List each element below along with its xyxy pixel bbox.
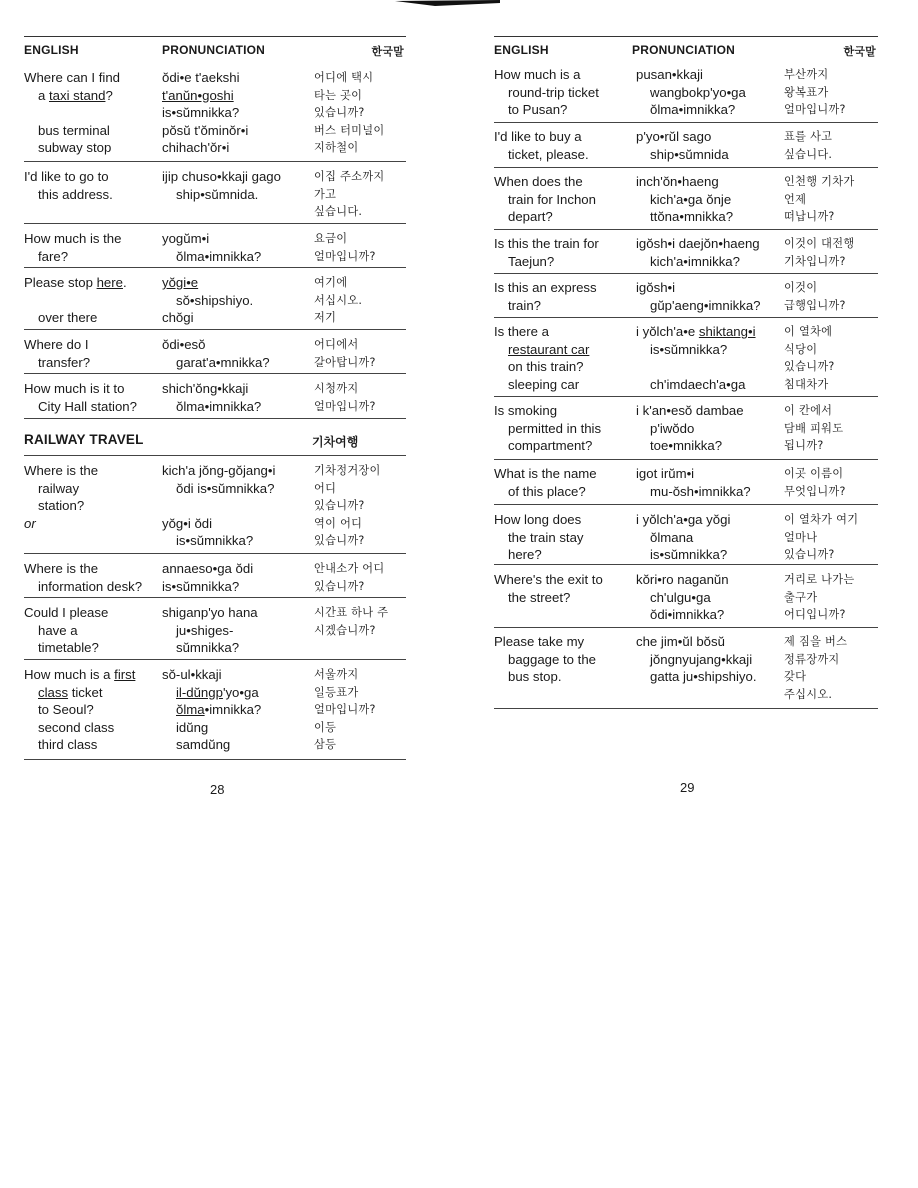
phrase-line — [24, 186, 406, 203]
entry-divider — [24, 267, 406, 268]
page-number: 29 — [680, 780, 695, 795]
phrase-line — [24, 380, 406, 397]
english-text: Is this the train for — [494, 236, 599, 251]
english-text: Could I please — [24, 605, 109, 620]
pronunciation-text: i yŏlch'a•ga yŏgi — [636, 512, 731, 527]
section-title-korean: 기차여행 — [312, 435, 359, 449]
pronunciation-text: garat'a•mnikka? — [176, 354, 270, 370]
korean-text: 얼마입니까? — [314, 249, 376, 263]
phrase-line — [24, 292, 406, 309]
entry-divider — [24, 329, 406, 330]
phrase-line — [494, 402, 878, 419]
phrase-line — [494, 208, 878, 225]
korean-text: 됩니까? — [784, 439, 824, 452]
english-text: bus terminal — [38, 122, 110, 138]
pronunciation-text: yŏg•i ŏdi — [162, 515, 213, 531]
english-text: to Seoul? — [38, 702, 94, 717]
korean-text: 있습니까? — [784, 548, 835, 561]
pronunciation-text: ŏdi•e t'aekshi — [162, 70, 240, 85]
phrase-line — [494, 376, 878, 393]
pronunciation-text: shich'ŏng•kkaji — [162, 381, 249, 396]
english-text: of this place? — [508, 483, 586, 499]
phrase-line — [24, 736, 406, 753]
pronunciation-text: kŏri•ro naganŭn — [636, 572, 729, 587]
phrase-line — [24, 578, 406, 595]
korean-text: 식당이 — [784, 342, 818, 356]
phrase-line — [24, 274, 406, 291]
pronunciation-text: ŏlma•imnikka? — [176, 398, 262, 414]
english-text: over there — [38, 310, 98, 325]
korean-text: 갈아탑니까? — [314, 355, 376, 369]
header-pronunciation: PRONUNCIATION — [162, 43, 266, 57]
entry-divider — [494, 504, 878, 505]
header-korean: 한국말 — [371, 45, 404, 58]
pronunciation-text: sŏ-ul•kkaji — [162, 667, 222, 682]
english-text: Taejun? — [508, 253, 555, 269]
entry-divider — [24, 455, 406, 456]
korean-text: 싶습니다. — [784, 147, 833, 161]
phrase-line — [24, 666, 406, 683]
phrase-line — [24, 560, 406, 577]
pronunciation-text: sŭmnikka? — [176, 640, 240, 655]
english-text: this address. — [38, 186, 113, 202]
pronunciation-text: ch'ulgu•ga — [650, 589, 711, 605]
entry-divider — [494, 317, 878, 318]
column-header — [24, 43, 406, 59]
pronunciation-text: inch'ŏn•haeng — [636, 174, 719, 189]
pronunciation-text: ŏdi is•sŭmnikka? — [176, 480, 275, 496]
english-text: ticket, please. — [508, 146, 589, 162]
korean-text: 시간표 하나 주 — [314, 606, 389, 619]
korean-text: 이곳 이름이 — [784, 467, 844, 480]
pronunciation-text: pusan•kkaji — [636, 67, 703, 82]
korean-text: 어디에 택시 — [314, 71, 374, 84]
korean-text: 담배 피워도 — [784, 421, 844, 435]
korean-text: 지하철이 — [314, 141, 359, 154]
english-text: What is the name — [494, 466, 597, 481]
phrase-line — [24, 309, 406, 326]
english-text: third class — [38, 737, 98, 752]
page-number: 28 — [210, 782, 225, 797]
english-text: baggage to the — [508, 651, 596, 667]
english-text: train for Inchon — [508, 191, 596, 207]
korean-text: 삼등 — [314, 738, 337, 751]
english-text: Where can I find — [24, 70, 121, 85]
english-text: bus stop. — [508, 669, 562, 684]
korean-text: 부산까지 — [784, 68, 829, 81]
pronunciation-text: is•sŭmnikka? — [650, 341, 728, 357]
korean-text: 여기에 — [314, 276, 348, 289]
phrase-line — [494, 101, 878, 118]
korean-text: 제 짐을 버스 — [784, 635, 848, 648]
phrase-line — [24, 354, 406, 371]
english-text: How much is it to — [24, 381, 125, 396]
english-text: depart? — [508, 209, 553, 224]
phrase-line — [24, 122, 406, 139]
pronunciation-text: i k'an•esŏ dambae — [636, 403, 744, 418]
pronunciation-text: is•sŭmnikka? — [650, 547, 728, 562]
phrase-line — [494, 66, 878, 83]
pronunciation-text: ŏlma•imnikka? — [650, 102, 736, 117]
pronunciation-text: gatta ju•shipshiyo. — [650, 669, 757, 684]
pronunciation-text: p'yo•rŭl sago — [636, 129, 712, 144]
korean-text: 서울까지 — [314, 668, 359, 681]
phrase-line — [24, 639, 406, 656]
entry-divider — [494, 396, 878, 397]
english-text: Where is the — [24, 561, 99, 576]
english-text: railway — [38, 480, 80, 496]
entry-divider — [494, 627, 878, 628]
phrase-line — [494, 235, 878, 252]
phrase-line — [494, 606, 878, 623]
english-text: restaurant car — [508, 341, 590, 357]
pronunciation-text: kich'a jŏng-gŏjang•i — [162, 463, 276, 478]
entry-divider — [24, 373, 406, 374]
english-text: or — [24, 515, 36, 531]
header-rule — [494, 36, 878, 37]
korean-text: 이집 주소까지 — [314, 170, 385, 183]
korean-text: 얼마나 — [784, 530, 818, 544]
pronunciation-text: samdŭng — [176, 737, 231, 752]
entry-divider — [24, 553, 406, 554]
korean-text: 일등표가 — [314, 685, 359, 699]
english-text: Where do I — [24, 337, 89, 352]
header-pronunciation: PRONUNCIATION — [632, 43, 736, 57]
english-text: the train stay — [508, 529, 584, 545]
entry-divider — [24, 597, 406, 598]
pronunciation-text: mu-ŏsh•imnikka? — [650, 483, 751, 499]
phrase-line — [494, 651, 878, 668]
korean-text: 요금이 — [314, 232, 348, 245]
korean-text: 시겠습니까? — [314, 623, 376, 637]
pronunciation-text: ship•sŭmnida. — [176, 186, 259, 202]
korean-text: 이등 — [314, 720, 337, 734]
phrase-line — [494, 465, 878, 482]
korean-text: 있습니까? — [784, 360, 835, 373]
english-text: permitted in this — [508, 420, 602, 436]
english-text: a taxi stand? — [38, 87, 113, 103]
pronunciation-text: ŏlmana — [650, 529, 694, 545]
english-text: train? — [508, 297, 541, 313]
korean-text: 저기 — [314, 311, 337, 324]
korean-text: 어디 — [314, 481, 337, 495]
english-text: have a — [38, 622, 78, 638]
entry-divider — [494, 273, 878, 274]
korean-text: 정류장까지 — [784, 652, 840, 666]
korean-text: 이것이 대전행 — [784, 237, 855, 250]
pronunciation-text: kich'a•imnikka? — [650, 253, 740, 269]
pronunciation-text: ch'imdaech'a•ga — [650, 376, 746, 392]
phrase-line — [24, 336, 406, 353]
korean-text: 왕복표가 — [784, 85, 829, 99]
korean-text: 출구가 — [784, 590, 818, 604]
pronunciation-text: annaeso•ga ŏdi — [162, 561, 254, 576]
pronunciation-text: yŏgi•e — [162, 275, 199, 290]
korean-text: 무엇입니까? — [784, 484, 846, 498]
entry-divider — [24, 418, 406, 419]
header-english: ENGLISH — [24, 43, 79, 57]
korean-text: 타는 곳이 — [314, 88, 363, 102]
phrase-line — [494, 341, 878, 358]
phrase-line — [24, 497, 406, 514]
korean-text: 기차입니까? — [784, 254, 846, 268]
pronunciation-text: ŏlma•imnikka? — [176, 702, 262, 717]
entry-divider — [24, 659, 406, 660]
phrase-line — [24, 69, 406, 86]
phrase-line — [24, 622, 406, 639]
phrase-line — [494, 571, 878, 588]
korean-text: 갖다 — [784, 670, 807, 683]
english-text: How much is the — [24, 231, 122, 246]
phrase-line — [24, 248, 406, 265]
phrase-line — [494, 128, 878, 145]
pronunciation-text: is•sŭmnikka? — [162, 105, 240, 120]
header-korean: 한국말 — [843, 45, 876, 58]
english-text: compartment? — [508, 438, 593, 453]
english-text: information desk? — [38, 578, 143, 594]
pronunciation-text: pŏsŭ t'ŏminŏr•i — [162, 122, 249, 138]
phrase-line — [494, 633, 878, 650]
phrase-line — [494, 279, 878, 296]
phrase-line — [494, 84, 878, 101]
pronunciation-text: shiganp'yo hana — [162, 605, 258, 620]
phrase-line — [494, 483, 878, 500]
english-text: Please stop here. — [24, 275, 127, 290]
english-text: Is there a — [494, 324, 549, 339]
english-text: How much is a — [494, 67, 581, 82]
pronunciation-text: igŏsh•i — [636, 280, 676, 295]
english-text: transfer? — [38, 354, 91, 370]
entry-divider — [494, 167, 878, 168]
korean-text: 이 열차가 여기 — [784, 513, 859, 526]
english-text: class ticket — [38, 684, 103, 700]
english-text: round-trip ticket — [508, 84, 599, 100]
english-text: second class — [38, 719, 115, 735]
phrase-line — [24, 168, 406, 185]
korean-text: 역이 어디 — [314, 516, 363, 530]
korean-text: 떠납니까? — [784, 210, 835, 223]
english-text: I'd like to go to — [24, 169, 109, 184]
phrase-line — [24, 604, 406, 621]
phrase-line — [24, 139, 406, 156]
korean-text: 있습니까? — [314, 579, 365, 593]
english-text: How long does — [494, 512, 582, 527]
english-text: timetable? — [38, 640, 99, 655]
pronunciation-text: ŏdi•esŏ — [162, 337, 206, 352]
korean-text: 시청까지 — [314, 382, 359, 395]
phrase-line — [494, 511, 878, 528]
pronunciation-text: ijip chuso•kkaji gago — [162, 169, 281, 184]
korean-text: 얼마입니까? — [314, 703, 376, 716]
phrase-line — [24, 462, 406, 479]
korean-text: 주십시오. — [784, 687, 833, 701]
pronunciation-text: chŏgi — [162, 310, 194, 325]
entry-divider — [494, 564, 878, 565]
korean-text: 인천행 기차가 — [784, 175, 855, 188]
pronunciation-text: chihach'ŏr•i — [162, 140, 230, 155]
entry-divider — [494, 229, 878, 230]
phrase-line — [24, 87, 406, 104]
english-text: on this train? — [508, 359, 584, 374]
korean-text: 이 칸에서 — [784, 404, 833, 417]
english-text: sleeping car — [508, 376, 580, 392]
english-text: subway stop — [38, 140, 112, 155]
korean-text: 있습니까? — [314, 499, 365, 512]
korean-text: 어디입니까? — [784, 608, 846, 621]
english-text: How much is a first — [24, 667, 136, 682]
pronunciation-text: il-dŭngp'yo•ga — [176, 684, 259, 700]
english-text: City Hall station? — [38, 398, 137, 414]
phrase-line — [24, 203, 406, 220]
english-text: fare? — [38, 248, 69, 264]
pronunciation-text: ŏdi•imnikka? — [650, 607, 725, 622]
entry-divider — [24, 223, 406, 224]
english-text: Is this an express — [494, 280, 597, 295]
phrase-line — [494, 191, 878, 208]
english-text: When does the — [494, 174, 583, 189]
korean-text: 있습니까? — [314, 106, 365, 119]
pronunciation-text: yogŭm•i — [162, 231, 210, 246]
header-rule — [24, 36, 406, 37]
column-header — [494, 43, 878, 59]
top-ink-mark — [395, 0, 500, 6]
pronunciation-text: ttŏna•mnikka? — [650, 209, 734, 224]
phrase-line — [494, 437, 878, 454]
pronunciation-text: ju•shiges- — [176, 622, 234, 638]
pronunciation-text: is•sŭmnikka? — [162, 578, 240, 594]
pronunciation-text: p'iwŏdo — [650, 420, 695, 436]
english-text: Where's the exit to — [494, 572, 603, 587]
korean-text: 이 열차에 — [784, 325, 833, 338]
phrase-line — [24, 515, 406, 532]
pronunciation-text: toe•mnikka? — [650, 438, 723, 453]
phrase-line — [494, 173, 878, 190]
pronunciation-text: kich'a•ga ŏnje — [650, 191, 732, 207]
korean-text: 서십시오. — [314, 293, 363, 307]
korean-text: 얼마입니까? — [314, 399, 376, 413]
entry-divider — [494, 122, 878, 123]
korean-text: 가고 — [314, 187, 337, 201]
phrase-line — [494, 146, 878, 163]
pronunciation-text: i yŏlch'a•e shiktang•i — [636, 324, 756, 339]
phrase-line — [24, 719, 406, 736]
phrase-line — [494, 546, 878, 563]
phrase-line — [494, 420, 878, 437]
korean-text: 어디에서 — [314, 338, 359, 351]
pronunciation-text: gŭp'aeng•imnikka? — [650, 297, 761, 313]
phrase-line — [24, 480, 406, 497]
english-text: Is smoking — [494, 403, 558, 418]
korean-text: 표를 사고 — [784, 130, 833, 143]
pronunciation-text: sŏ•shipshiyo. — [176, 292, 254, 308]
korean-text: 있습니까? — [314, 534, 365, 547]
pronunciation-text: jŏngnyujang•kkaji — [650, 651, 753, 667]
section-title: RAILWAY TRAVEL — [24, 432, 144, 447]
phrase-line — [24, 230, 406, 247]
korean-text: 버스 터미널이 — [314, 123, 385, 137]
phrase-line — [494, 529, 878, 546]
korean-text: 거리로 나가는 — [784, 573, 855, 586]
pronunciation-text: igot irŭm•i — [636, 466, 695, 481]
phrase-line — [494, 297, 878, 314]
pronunciation-text: ship•sŭmnida — [650, 146, 729, 162]
pronunciation-text: t'anŭn•goshi — [162, 87, 234, 103]
phrase-line — [24, 684, 406, 701]
pronunciation-text: is•sŭmnikka? — [176, 533, 254, 548]
phrase-line — [24, 701, 406, 718]
korean-text: 얼마입니까? — [784, 103, 846, 116]
korean-text: 침대차가 — [784, 377, 829, 391]
phrase-line — [494, 589, 878, 606]
pronunciation-text: wangbokp'yo•ga — [650, 84, 746, 100]
phrase-line — [494, 323, 878, 340]
korean-text: 기차정거장이 — [314, 464, 381, 477]
korean-text: 언제 — [784, 192, 807, 206]
phrase-line — [494, 686, 878, 703]
korean-text: 이것이 — [784, 281, 818, 294]
pronunciation-text: idŭng — [176, 719, 209, 735]
entry-divider — [24, 161, 406, 162]
english-text: the street? — [508, 589, 571, 605]
phrase-line — [24, 398, 406, 415]
korean-text: 안내소가 어디 — [314, 562, 385, 575]
entry-divider — [494, 708, 878, 709]
english-text: I'd like to buy a — [494, 129, 582, 144]
pronunciation-text: che jim•ŭl bŏsŭ — [636, 634, 725, 649]
english-text: to Pusan? — [508, 102, 568, 117]
korean-text: 싶습니다. — [314, 205, 363, 218]
korean-text: 급행입니까? — [784, 298, 846, 312]
header-english: ENGLISH — [494, 43, 549, 57]
english-text: station? — [38, 498, 85, 513]
entry-divider — [24, 759, 406, 760]
english-text: Where is the — [24, 463, 99, 478]
phrase-line — [24, 532, 406, 549]
pronunciation-text: igŏsh•i daejŏn•haeng — [636, 236, 760, 251]
phrase-line — [24, 104, 406, 121]
pronunciation-text: ŏlma•imnikka? — [176, 248, 262, 264]
english-text: here? — [508, 547, 542, 562]
phrase-line — [494, 253, 878, 270]
english-text: Please take my — [494, 634, 585, 649]
phrase-line — [494, 668, 878, 685]
entry-divider — [494, 459, 878, 460]
phrase-line — [494, 358, 878, 375]
